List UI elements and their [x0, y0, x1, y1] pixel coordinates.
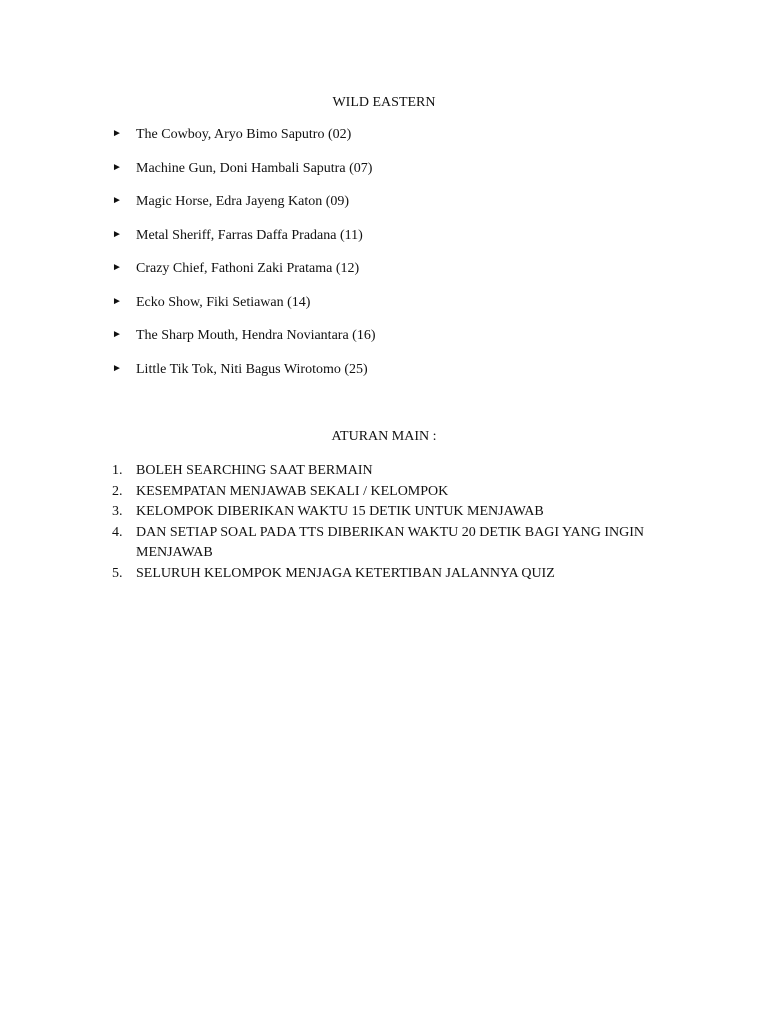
triangle-right-bullet-icon: ► [112, 228, 122, 240]
rule-item [112, 502, 672, 523]
rule-item [112, 523, 672, 564]
list-item [112, 227, 375, 261]
list-item [112, 160, 375, 194]
rule-number: 5. [112, 565, 123, 581]
rules-heading: ATURAN MAIN : [331, 429, 437, 444]
list-item [112, 126, 375, 160]
member-text: Metal Sheriff, Farras Daffa Pradana (11) [136, 227, 363, 243]
rules-list [112, 461, 672, 584]
rule-text: DAN SETIAP SOAL PADA TTS DIBERIKAN WAKTU 20 DETIK BAGI YANG INGIN MENJAWAB [136, 524, 645, 560]
member-text: Magic Horse, Edra Jayeng Katon (09) [136, 194, 350, 209]
member-list [112, 126, 375, 394]
list-item [112, 294, 375, 328]
triangle-right-bullet-icon: ► [112, 329, 122, 340]
member-text: Machine Gun, Doni Hambali Saputra (07) [136, 160, 373, 176]
member-text: Crazy Chief, Fathoni Zaki Pratama (12) [136, 261, 360, 276]
rule-text: BOLEH SEARCHING SAAT BERMAIN [136, 463, 373, 478]
triangle-right-bullet-icon: ► [112, 362, 122, 374]
list-item [112, 327, 375, 361]
rule-number: 1. [112, 463, 123, 478]
member-text: The Sharp Mouth, Hendra Noviantara (16) [136, 328, 376, 343]
list-item [112, 361, 375, 395]
list-item [112, 260, 375, 294]
triangle-right-bullet-icon: ► [112, 262, 122, 273]
rule-item [112, 482, 672, 503]
triangle-right-bullet-icon: ► [112, 295, 122, 307]
rule-text: KESEMPATAN MENJAWAB SEKALI / KELOMPOK [136, 483, 449, 499]
triangle-right-bullet-icon: ► [112, 161, 122, 173]
triangle-right-bullet-icon: ► [112, 195, 122, 206]
member-text: Ecko Show, Fiki Setiawan (14) [136, 294, 311, 310]
team-heading: WILD EASTERN [332, 95, 436, 110]
rule-number: 3. [112, 504, 123, 519]
rule-number: 2. [112, 483, 123, 499]
member-text: The Cowboy, Aryo Bimo Saputro (02) [136, 127, 352, 142]
rule-text: SELURUH KELOMPOK MENJAGA KETERTIBAN JALANNYA QUIZ [136, 565, 555, 581]
rule-item [112, 461, 672, 482]
rule-item [112, 564, 672, 585]
member-text: Little Tik Tok, Niti Bagus Wirotomo (25) [136, 361, 368, 377]
rule-number: 4. [112, 524, 123, 540]
rule-text: KELOMPOK DIBERIKAN WAKTU 15 DETIK UNTUK MENJAWAB [136, 504, 544, 519]
triangle-right-bullet-icon: ► [112, 128, 122, 139]
list-item [112, 193, 375, 227]
